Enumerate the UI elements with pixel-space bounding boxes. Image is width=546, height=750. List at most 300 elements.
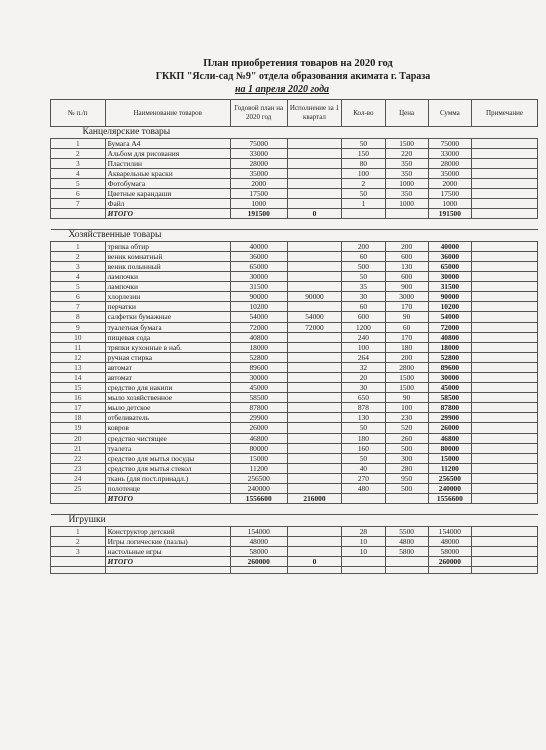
column-header: Исполнение за 1 квартал [287,100,342,127]
sum: 48000 [428,536,471,546]
item-name: мыло хозяйственное [105,393,230,403]
quantity: 10 [342,536,385,546]
table-row [51,372,538,382]
spacer-cell [51,219,538,230]
table-row [51,138,538,148]
price: 180 [385,342,428,352]
q1-execution [287,546,342,556]
total-note-cell [471,494,537,504]
item-name: Акварельные краски [105,168,230,178]
row-number: 8 [51,312,106,322]
sum: 40800 [428,332,471,342]
note [471,199,537,209]
quantity: 50 [342,272,385,282]
item-name: туалета [105,443,230,453]
annual-plan: 72000 [230,322,287,332]
note [471,168,537,178]
row-number: 15 [51,383,106,393]
price: 170 [385,332,428,342]
q1-execution [287,413,342,423]
item-name: веник полынный [105,261,230,271]
section-spacer [51,219,538,230]
item-name: перчатки [105,302,230,312]
q1-execution [287,443,342,453]
table-row [51,463,538,473]
note [471,158,537,168]
total-qty-cell [342,209,385,219]
q1-execution [287,302,342,312]
annual-plan: 46800 [230,433,287,443]
row-number: 6 [51,188,106,198]
note [471,342,537,352]
q1-execution [287,188,342,198]
q1-execution [287,282,342,292]
note [471,536,537,546]
row-number: 19 [51,423,106,433]
annual-plan: 15000 [230,453,287,463]
table-row [51,188,538,198]
table-row [51,199,538,209]
annual-plan: 154000 [230,526,287,536]
empty-cell [287,567,342,574]
row-number: 20 [51,433,106,443]
document-header [0,57,546,96]
item-name: Пластилин [105,158,230,168]
quantity: 20 [342,372,385,382]
row-number: 1 [51,241,106,251]
quantity: 60 [342,251,385,261]
annual-plan: 1000 [230,199,287,209]
note [471,272,537,282]
q1-execution [287,423,342,433]
table-body [51,127,538,574]
sum: 17500 [428,188,471,198]
q1-execution [287,261,342,271]
total-row [51,556,538,566]
item-name: тряпки кухонные в наб. [105,342,230,352]
q1-execution [287,473,342,483]
note [471,526,537,536]
column-header: Годовой план на 2020 год [230,100,287,127]
table-row [51,352,538,362]
annual-plan: 52800 [230,352,287,362]
row-number: 16 [51,393,106,403]
sum: 11200 [428,463,471,473]
item-name: Цветные карандаши [105,188,230,198]
quantity: 100 [342,342,385,352]
sum: 35000 [428,168,471,178]
price: 600 [385,251,428,261]
table-row [51,302,538,312]
total-qty-cell [342,556,385,566]
annual-plan: 48000 [230,536,287,546]
item-name: ткань (для пост.принадл.) [105,473,230,483]
quantity: 50 [342,138,385,148]
annual-plan: 18000 [230,342,287,352]
table-row [51,383,538,393]
sum: 154000 [428,526,471,536]
q1-execution [287,433,342,443]
price: 500 [385,484,428,494]
table-header [51,100,538,127]
annual-plan: 87800 [230,403,287,413]
total-label: ИТОГО [105,556,230,566]
item-name: средство для мытья стекол [105,463,230,473]
price: 500 [385,443,428,453]
item-name: Конструктор детский [105,526,230,536]
total-sum: 260000 [428,556,471,566]
price: 5500 [385,526,428,536]
note [471,292,537,302]
quantity: 878 [342,403,385,413]
annual-plan: 35000 [230,168,287,178]
report-date: на 1 апреля 2020 года [234,84,330,95]
row-number: 11 [51,342,106,352]
item-name: ковров [105,423,230,433]
q1-execution [287,383,342,393]
table-row [51,342,538,352]
price: 230 [385,413,428,423]
annual-plan: 33000 [230,148,287,158]
price: 2800 [385,362,428,372]
quantity: 100 [342,168,385,178]
quantity: 270 [342,473,385,483]
q1-execution [287,138,342,148]
annual-plan: 80000 [230,443,287,453]
price: 950 [385,473,428,483]
total-note-cell [471,556,537,566]
row-number: 25 [51,484,106,494]
table-row [51,332,538,342]
table-row [51,443,538,453]
annual-plan: 29900 [230,413,287,423]
item-name: отбеливатель [105,413,230,423]
total-price-cell [385,556,428,566]
annual-plan: 10200 [230,302,287,312]
annual-plan: 26000 [230,423,287,433]
sum: 15000 [428,453,471,463]
item-name: Альбом для рисования [105,148,230,158]
note [471,393,537,403]
annual-plan: 45000 [230,383,287,393]
price: 1500 [385,138,428,148]
column-header: Наименование товаров [105,100,230,127]
quantity: 180 [342,433,385,443]
annual-plan: 40800 [230,332,287,342]
row-number: 10 [51,332,106,342]
q1-execution [287,393,342,403]
quantity: 30 [342,383,385,393]
item-name: Файл [105,199,230,209]
item-name: средство чистящее [105,433,230,443]
quantity: 60 [342,302,385,312]
note [471,453,537,463]
q1-execution: 72000 [287,322,342,332]
total-price-cell [385,209,428,219]
quantity: 240 [342,332,385,342]
empty-cell [105,567,230,574]
total-plan: 260000 [230,556,287,566]
note [471,251,537,261]
total-note-cell [471,209,537,219]
note [471,178,537,188]
quantity: 480 [342,484,385,494]
annual-plan: 31500 [230,282,287,292]
row-number: 6 [51,292,106,302]
note [471,302,537,312]
table-row [51,526,538,536]
total-row [51,494,538,504]
q1-execution [287,362,342,372]
empty-cell [342,567,385,574]
quantity: 1 [342,199,385,209]
quantity: 650 [342,393,385,403]
table-row [51,282,538,292]
price: 220 [385,148,428,158]
quantity: 500 [342,261,385,271]
section-title: Игрушки [51,515,538,527]
q1-execution [287,241,342,251]
price: 1500 [385,372,428,382]
total-number-cell [51,556,106,566]
q1-execution [287,251,342,261]
purchase-plan-table [50,99,538,574]
sum: 18000 [428,342,471,352]
column-header: Цена [385,100,428,127]
row-number: 1 [51,526,106,536]
item-name: настольные игры [105,546,230,556]
total-row [51,209,538,219]
price: 90 [385,393,428,403]
q1-execution: 54000 [287,312,342,322]
quantity: 50 [342,453,385,463]
row-number: 23 [51,463,106,473]
table-row [51,292,538,302]
q1-execution [287,272,342,282]
table-row [51,473,538,483]
q1-execution [287,352,342,362]
table-row [51,362,538,372]
sum: 52800 [428,352,471,362]
annual-plan: 90000 [230,292,287,302]
price: 350 [385,188,428,198]
sum: 33000 [428,148,471,158]
q1-execution [287,178,342,188]
q1-execution [287,463,342,473]
price: 1000 [385,199,428,209]
section-title: Хозяйственные товары [51,230,538,242]
sum: 256500 [428,473,471,483]
sum: 65000 [428,261,471,271]
column-header: Примечание [471,100,537,127]
annual-plan: 36000 [230,251,287,261]
row-number: 5 [51,178,106,188]
row-number: 1 [51,138,106,148]
q1-execution [287,342,342,352]
annual-plan: 2000 [230,178,287,188]
table-row [51,168,538,178]
empty-cell [230,567,287,574]
price: 350 [385,168,428,178]
sum: 72000 [428,322,471,332]
note [471,138,537,148]
section-header-row [51,230,538,242]
table-row [51,312,538,322]
total-sum: 1556600 [428,494,471,504]
row-number: 9 [51,322,106,332]
item-name: лампочки [105,282,230,292]
item-name: средство для накипи [105,383,230,393]
sum: 58000 [428,546,471,556]
item-name: Игры логические (пазлы) [105,536,230,546]
row-number: 4 [51,272,106,282]
empty-cell [471,567,537,574]
quantity: 35 [342,282,385,292]
table-row [51,393,538,403]
total-plan: 1556600 [230,494,287,504]
annual-plan: 256500 [230,473,287,483]
table-row [51,433,538,443]
row-number: 24 [51,473,106,483]
table-row [51,261,538,271]
price: 4800 [385,536,428,546]
table-row [51,178,538,188]
row-number: 7 [51,199,106,209]
row-number: 22 [51,453,106,463]
note [471,433,537,443]
item-name: ручная стирка [105,352,230,362]
empty-cell [385,567,428,574]
sum: 89600 [428,362,471,372]
quantity: 160 [342,443,385,453]
price: 1000 [385,178,428,188]
price: 600 [385,272,428,282]
sum: 28000 [428,158,471,168]
sum: 26000 [428,423,471,433]
quantity: 32 [342,362,385,372]
price: 200 [385,352,428,362]
section-header-row [51,127,538,139]
table-row [51,536,538,546]
note [471,423,537,433]
row-number: 2 [51,536,106,546]
sum: 46800 [428,433,471,443]
table-row [51,546,538,556]
total-label: ИТОГО [105,209,230,219]
row-number: 3 [51,158,106,168]
note [471,362,537,372]
sum: 29900 [428,413,471,423]
empty-cell [428,567,471,574]
note [471,484,537,494]
quantity: 30 [342,292,385,302]
note [471,383,537,393]
section-spacer [51,504,538,515]
annual-plan: 40000 [230,241,287,251]
q1-execution [287,536,342,546]
empty-row [51,567,538,574]
column-header: Кол-во [342,100,385,127]
item-name: автомат [105,362,230,372]
annual-plan: 75000 [230,138,287,148]
note [471,188,537,198]
item-name: средство для мытья посуды [105,453,230,463]
note [471,403,537,413]
table-row [51,272,538,282]
sum: 54000 [428,312,471,322]
note [471,443,537,453]
note [471,282,537,292]
item-name: хлорлезин [105,292,230,302]
item-name: пищевая сода [105,332,230,342]
sum: 30000 [428,372,471,382]
quantity: 50 [342,188,385,198]
sum: 1000 [428,199,471,209]
price: 900 [385,282,428,292]
row-number: 17 [51,403,106,413]
row-number: 5 [51,282,106,292]
item-name: тряпка обтир [105,241,230,251]
total-price-cell [385,494,428,504]
q1-execution [287,168,342,178]
section-title: Канцелярские товары [51,127,538,139]
total-label: ИТОГО [105,494,230,504]
column-header: Сумма [428,100,471,127]
q1-execution [287,332,342,342]
total-sum: 191500 [428,209,471,219]
table-row [51,413,538,423]
sum: 87800 [428,403,471,413]
item-name: туалетная бумага [105,322,230,332]
price: 200 [385,241,428,251]
price: 90 [385,312,428,322]
item-name: Фотобумага [105,178,230,188]
sum: 40000 [428,241,471,251]
q1-execution [287,148,342,158]
annual-plan: 11200 [230,463,287,473]
q1-execution [287,199,342,209]
row-number: 2 [51,251,106,261]
note [471,148,537,158]
item-name: полотенце [105,484,230,494]
note [471,546,537,556]
price: 300 [385,453,428,463]
sum: 45000 [428,383,471,393]
row-number: 12 [51,352,106,362]
total-execution: 216000 [287,494,342,504]
annual-plan: 30000 [230,272,287,282]
price: 130 [385,261,428,271]
q1-execution [287,526,342,536]
table-row [51,148,538,158]
note [471,372,537,382]
note [471,463,537,473]
empty-cell [51,567,106,574]
item-name: салфетки бумажные [105,312,230,322]
q1-execution [287,158,342,168]
quantity: 200 [342,241,385,251]
note [471,241,537,251]
sum: 31500 [428,282,471,292]
organization-name: ГККП "Ясли-сад №9" отдела образования акимата г. Тараза [155,71,431,82]
table-row [51,158,538,168]
q1-execution [287,372,342,382]
sum: 58500 [428,393,471,403]
table-row [51,251,538,261]
note [471,413,537,423]
annual-plan: 28000 [230,158,287,168]
row-number: 3 [51,261,106,271]
